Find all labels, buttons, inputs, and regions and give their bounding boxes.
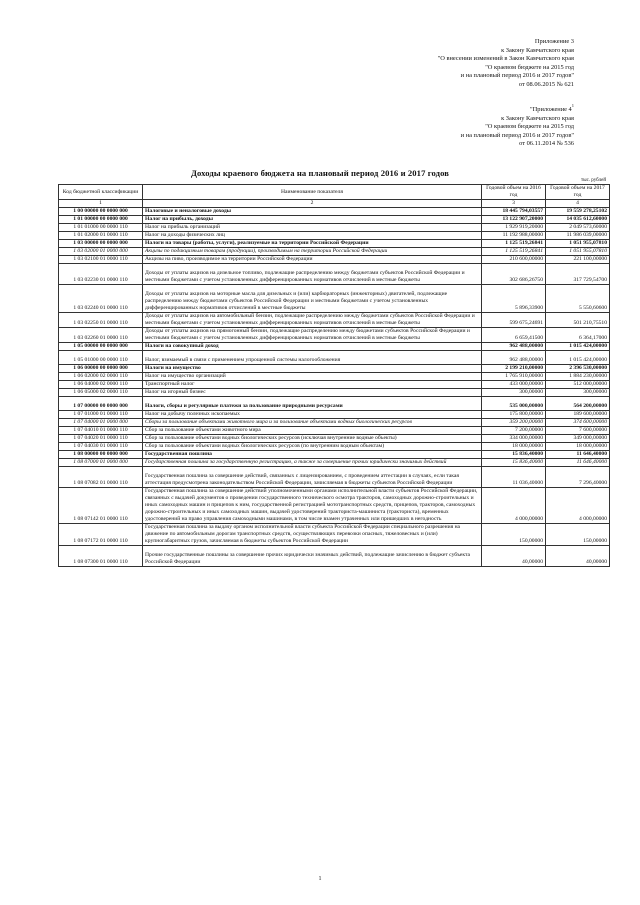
cell-code: 1 08 07300 01 0000 110 bbox=[59, 546, 143, 567]
cell-value-2017: 5 550,60600 bbox=[546, 285, 610, 313]
cell-code: 1 05 01000 00 0000 110 bbox=[59, 351, 143, 365]
cell-name: Доходы от уплаты акцизов на дизельное топливо, подлежащие распределению между бюджетами субъектов Российской Федерации и местными бюджетами с учетом установленных дифференцированных нормативов отчислений в местные бюджеты bbox=[143, 264, 482, 285]
table-row bbox=[59, 343, 610, 351]
cell-name: Транспортный налог bbox=[143, 381, 482, 389]
table-row bbox=[59, 459, 610, 467]
cell-value-2017: 221 100,00000 bbox=[546, 256, 610, 264]
approval-title-text: "Приложение 4 bbox=[530, 106, 572, 113]
cell-value-2017: 300,00000 bbox=[546, 389, 610, 397]
cell-value-2017: 11 646,40000 bbox=[546, 451, 610, 459]
cell-name: Государственная пошлина за государственную регистрацию, а также за совершение прочих юридически значимых действий bbox=[143, 459, 482, 467]
cell-code: 1 06 00000 00 0000 000 bbox=[59, 365, 143, 373]
table-column-number-row bbox=[59, 200, 610, 208]
approval-line: к Закону Камчатского края bbox=[501, 114, 574, 122]
cell-name: Государственная пошлина за совершение действий, связанных с лицензированием, с проведением аттестации в случаях, если такая аттестация предусмотрена законодательством Российской Федерации, зачисляемая в бюджеты субъектов Российской Федерации bbox=[143, 467, 482, 488]
cell-value-2016: 15 836,40000 bbox=[482, 459, 546, 467]
cell-value-2017: 11 986 039,00000 bbox=[546, 232, 610, 240]
cell-code: 1 07 04010 01 0000 110 bbox=[59, 427, 143, 435]
cell-value-2017: 1 015 424,00000 bbox=[546, 351, 610, 365]
cell-value-2016: 1 125 519,26841 bbox=[482, 240, 546, 248]
cell-name: Сбор за пользование объектами водных биологических ресурсов (по внутренним водным объектам) bbox=[143, 443, 482, 451]
table-row bbox=[59, 411, 610, 419]
cell-value-2017: 564 200,00000 bbox=[546, 397, 610, 411]
cell-value-2016: 1 125 519,26841 bbox=[482, 248, 546, 256]
cell-code: 1 03 02260 01 0000 110 bbox=[59, 328, 143, 343]
cell-code: 1 05 00000 00 0000 000 bbox=[59, 343, 143, 351]
cell-name: Налог на добычу полезных ископаемых bbox=[143, 411, 482, 419]
approval-line: от 08.06.2015 № 621 bbox=[518, 80, 574, 88]
cell-code: 1 03 02100 01 0000 110 bbox=[59, 256, 143, 264]
cell-name: Налоги на совокупный доход bbox=[143, 343, 482, 351]
cell-code: 1 07 00000 00 0000 000 bbox=[59, 397, 143, 411]
table-row bbox=[59, 328, 610, 343]
cell-value-2016: 359 200,00000 bbox=[482, 419, 546, 427]
cell-value-2017: 374 600,00000 bbox=[546, 419, 610, 427]
table-row bbox=[59, 365, 610, 373]
cell-value-2016: 6 659,41500 bbox=[482, 328, 546, 343]
cell-code: 1 07 04020 01 0000 110 bbox=[59, 435, 143, 443]
cell-name: Сбор за пользование объектами животного мира bbox=[143, 427, 482, 435]
table-row bbox=[59, 351, 610, 365]
cell-name: Государственная пошлина за выдачу органом исполнительной власти субъекта Российской Федерации специального разрешения на движение по автомобильным дорогам транспортных средств, осуществляющих перевозки опасных, тяжеловесных и (или) крупногабаритных грузов, зачисляемая в бюджеты субъектов Российской Федерации bbox=[143, 524, 482, 546]
cell-value-2016: 2 199 210,00000 bbox=[482, 365, 546, 373]
cell-name: Сбор за пользование объектами водных биологических ресурсов (исключая внутренние водные объекты) bbox=[143, 435, 482, 443]
cell-value-2017: 501 210,75510 bbox=[546, 313, 610, 328]
cell-name: Акцизы по подакцизным товарам (продукции), производимым на территории Российской Федерации bbox=[143, 248, 482, 256]
cell-code: 1 08 07172 01 0000 110 bbox=[59, 524, 143, 546]
cell-value-2017: 349 000,00000 bbox=[546, 435, 610, 443]
cell-value-2017: 1 015 424,00000 bbox=[546, 343, 610, 351]
cell-value-2017: 18 000,00000 bbox=[546, 443, 610, 451]
table-row bbox=[59, 313, 610, 328]
cell-value-2016: 334 000,00000 bbox=[482, 435, 546, 443]
table-row bbox=[59, 208, 610, 216]
cell-value-2017: 4 000,00000 bbox=[546, 488, 610, 524]
cell-code: 1 07 01000 01 0000 110 bbox=[59, 411, 143, 419]
header-2017: Годовой объем на 2017 год bbox=[546, 185, 610, 200]
cell-value-2016: 18 000,00000 bbox=[482, 443, 546, 451]
approval-line: Приложение 3 bbox=[534, 38, 574, 45]
cell-value-2016: 15 836,40000 bbox=[482, 451, 546, 459]
approval-line: и на плановый период 2016 и 2017 годов" bbox=[460, 72, 574, 80]
table-row bbox=[59, 285, 610, 313]
header-name: Наименование показателя bbox=[143, 185, 482, 200]
column-number: 3 bbox=[482, 200, 546, 208]
cell-value-2017: 14 035 612,60000 bbox=[546, 216, 610, 224]
cell-value-2016: 11 036,40000 bbox=[482, 467, 546, 488]
cell-name: Налоги на товары (работы, услуги), реализуемые на территории Российской Федерации bbox=[143, 240, 482, 248]
cell-value-2016: 150,00000 bbox=[482, 524, 546, 546]
table-row bbox=[59, 451, 610, 459]
table-row bbox=[59, 397, 610, 411]
cell-code: 1 08 00000 00 0000 000 bbox=[59, 451, 143, 459]
cell-value-2017: 1 051 955,07810 bbox=[546, 240, 610, 248]
column-number: 1 bbox=[59, 200, 143, 208]
table-row bbox=[59, 419, 610, 427]
approval-line: и на плановый период 2016 и 2017 годов" bbox=[460, 131, 574, 139]
column-number: 2 bbox=[143, 200, 482, 208]
cell-code: 1 03 00000 00 0000 000 bbox=[59, 240, 143, 248]
table-row bbox=[59, 389, 610, 397]
cell-value-2016: 302 686,26750 bbox=[482, 264, 546, 285]
table-row bbox=[59, 264, 610, 285]
page-number: 1 bbox=[318, 876, 322, 882]
cell-value-2017: 19 559 278,25102 bbox=[546, 208, 610, 216]
cell-name: Налог на прибыль, доходы bbox=[143, 216, 482, 224]
approval-line: "О краевом бюджете на 2015 год bbox=[485, 123, 574, 131]
table-row bbox=[59, 427, 610, 435]
approval-line: "О внесении изменений в Закон Камчатского края bbox=[437, 55, 574, 63]
cell-value-2016: 535 000,00000 bbox=[482, 397, 546, 411]
cell-value-2017: 512 000,00000 bbox=[546, 381, 610, 389]
cell-name: Доходы от уплаты акцизов на прямогонный бензин, подлежащие распределению между бюджетами субъектов Российской Федерации и местными бюджетами с учетом установленных дифференцированных нормативов отчислений в местные бюджеты bbox=[143, 328, 482, 343]
approval-line: к Закону Камчатского края bbox=[501, 46, 574, 54]
cell-value-2016: 11 192 988,00000 bbox=[482, 232, 546, 240]
cell-code: 1 03 02230 01 0000 110 bbox=[59, 264, 143, 285]
cell-name: Государственная пошлина за совершение действий уполномоченными органами исполнительной власти субъектов Российской Федерации, связанных с выдачей документов о проведении государственного технического осмотра тракторов, самоходных дорожно-строительных и иных самоходных машин и прицепов к ним, государственной регистрацией мототранспортных средств, прицепов, тракторов, самоходных дорожно-строительных и иных самоходных машин, выдачей удостоверений тракториста-машиниста (тракториста), временных удостоверений на право управления самоходными машинами, в том числе взамен утраченных или пришедших в негодность bbox=[143, 488, 482, 524]
cell-value-2017: 2 396 530,00000 bbox=[546, 365, 610, 373]
cell-code: 1 07 04030 01 0000 110 bbox=[59, 443, 143, 451]
cell-value-2016: 175 800,00000 bbox=[482, 411, 546, 419]
approval-line: от 06.11.2014 № 536 bbox=[519, 140, 574, 148]
cell-value-2017: 40,00000 bbox=[546, 546, 610, 567]
cell-value-2016: 5 896,33900 bbox=[482, 285, 546, 313]
table-body bbox=[59, 208, 610, 567]
table-row bbox=[59, 256, 610, 264]
cell-name: Доходы от уплаты акцизов на автомобильный бензин, подлежащие распределению между бюджетами субъектов Российской Федерации и местными бюджетами с учетом установленных дифференцированных нормативов отчислений в местные бюджеты bbox=[143, 313, 482, 328]
table-row bbox=[59, 488, 610, 524]
cell-value-2017: 150,00000 bbox=[546, 524, 610, 546]
cell-name: Налог на игорный бизнес bbox=[143, 389, 482, 397]
table-row bbox=[59, 216, 610, 224]
table-row bbox=[59, 467, 610, 488]
cell-value-2016: 1 929 919,20000 bbox=[482, 224, 546, 232]
cell-value-2017: 189 600,00000 bbox=[546, 411, 610, 419]
cell-name: Налоги на имущество bbox=[143, 365, 482, 373]
cell-value-2016: 7 200,00000 bbox=[482, 427, 546, 435]
cell-name: Акцизы на пиво, производимое на территории Российской Федерации bbox=[143, 256, 482, 264]
cell-name: Доходы от уплаты акцизов на моторные масла для дизельных и (или) карбюраторных (инжекторных) двигателей, подлежащие распределению между бюджетами субъектов Российской Федерации и местными бюджетами с учетом установленных дифференцированных нормативов отчислений в местные бюджеты bbox=[143, 285, 482, 313]
header-code: Код бюджетной классификации bbox=[59, 185, 143, 200]
cell-value-2016: 1 765 910,00000 bbox=[482, 373, 546, 381]
cell-code: 1 08 07142 01 0000 110 bbox=[59, 488, 143, 524]
cell-value-2016: 300,00000 bbox=[482, 389, 546, 397]
approval-block-appendix-3 bbox=[438, 38, 574, 90]
cell-name: Налог на прибыль организаций bbox=[143, 224, 482, 232]
cell-code: 1 03 02240 01 0000 110 bbox=[59, 285, 143, 313]
cell-name: Налоги, сборы и регулярные платежи за пользование природными ресурсами bbox=[143, 397, 482, 411]
cell-code: 1 08 07000 01 0000 000 bbox=[59, 459, 143, 467]
cell-value-2017: 6 364,17000 bbox=[546, 328, 610, 343]
table-header-row bbox=[59, 185, 610, 200]
cell-name: Налог на доходы физических лиц bbox=[143, 232, 482, 240]
approval-block-appendix-4 bbox=[460, 103, 574, 149]
cell-value-2016: 433 000,00000 bbox=[482, 381, 546, 389]
cell-value-2016: 40,00000 bbox=[482, 546, 546, 567]
cell-value-2017: 317 729,54700 bbox=[546, 264, 610, 285]
budget-revenue-table bbox=[58, 184, 610, 567]
cell-code: 1 06 02000 02 0000 110 bbox=[59, 373, 143, 381]
cell-value-2016: 599 675,24691 bbox=[482, 313, 546, 328]
table-row bbox=[59, 373, 610, 381]
cell-value-2017: 2 049 573,60000 bbox=[546, 224, 610, 232]
cell-code: 1 06 04000 02 0000 110 bbox=[59, 381, 143, 389]
cell-name: Государственная пошлина bbox=[143, 451, 482, 459]
cell-value-2017: 1 884 230,00000 bbox=[546, 373, 610, 381]
approval-title bbox=[461, 103, 574, 115]
table-row bbox=[59, 248, 610, 256]
document-title: Доходы краевого бюджета на плановый период 2016 и 2017 годов bbox=[190, 168, 450, 178]
cell-value-2016: 962 488,00000 bbox=[482, 351, 546, 365]
cell-value-2016: 13 122 907,20000 bbox=[482, 216, 546, 224]
cell-code: 1 07 04000 01 0000 000 bbox=[59, 419, 143, 427]
approval-title-sup: 1 bbox=[571, 103, 574, 108]
cell-code: 1 03 02250 01 0000 110 bbox=[59, 313, 143, 328]
cell-code: 1 01 02000 01 0000 110 bbox=[59, 232, 143, 240]
approval-line: "О краевом бюджете на 2015 год bbox=[485, 63, 574, 71]
cell-value-2017: 7 296,40000 bbox=[546, 467, 610, 488]
cell-value-2017: 11 646,40000 bbox=[546, 459, 610, 467]
table-row bbox=[59, 232, 610, 240]
cell-value-2016: 962 488,00000 bbox=[482, 343, 546, 351]
cell-name: Сборы за пользование объектами животного мира и за пользование объектами водных биологических ресурсов bbox=[143, 419, 482, 427]
cell-code: 1 00 00000 00 0000 000 bbox=[59, 208, 143, 216]
cell-value-2016: 18 445 794,03557 bbox=[482, 208, 546, 216]
cell-code: 1 01 01000 00 0000 110 bbox=[59, 224, 143, 232]
cell-code: 1 06 05000 02 0000 110 bbox=[59, 389, 143, 397]
cell-code: 1 03 02000 01 0000 000 bbox=[59, 248, 143, 256]
table-row bbox=[59, 443, 610, 451]
cell-name: Налоговые и неналоговые доходы bbox=[143, 208, 482, 216]
cell-value-2016: 210 600,00000 bbox=[482, 256, 546, 264]
cell-code: 1 01 00000 00 0000 000 bbox=[59, 216, 143, 224]
table-row bbox=[59, 546, 610, 567]
table-row bbox=[59, 381, 610, 389]
cell-value-2017: 7 600,00000 bbox=[546, 427, 610, 435]
cell-value-2017: 1 051 955,07810 bbox=[546, 248, 610, 256]
table-row bbox=[59, 524, 610, 546]
column-number: 4 bbox=[546, 200, 610, 208]
cell-name: Налог, взимаемый в связи с применением упрощенной системы налогообложения bbox=[143, 351, 482, 365]
table-row bbox=[59, 224, 610, 232]
table-row bbox=[59, 240, 610, 248]
cell-value-2016: 4 000,00000 bbox=[482, 488, 546, 524]
cell-code: 1 08 07082 01 0000 110 bbox=[59, 467, 143, 488]
header-2016: Годовой объем на 2016 год bbox=[482, 185, 546, 200]
cell-name: Налог на имущество организаций bbox=[143, 373, 482, 381]
units-label: тыс. рублей bbox=[581, 178, 606, 183]
cell-name: Прочие государственные пошлины за совершение прочих юридически значимых действий, подлежащие зачислению в бюджет субъекта Российской Федерации bbox=[143, 546, 482, 567]
table-row bbox=[59, 435, 610, 443]
